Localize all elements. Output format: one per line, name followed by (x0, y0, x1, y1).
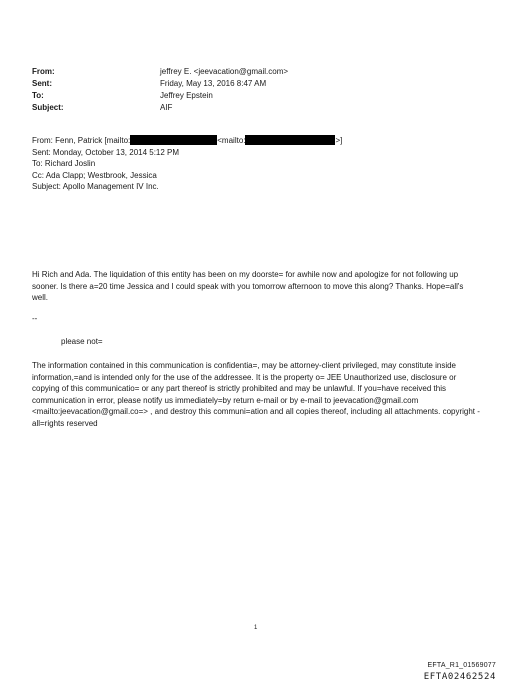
header-from-row (32, 66, 288, 78)
forwarded-subject-line: Subject: Apollo Management IV Inc. (32, 182, 159, 191)
bates-reference-2: EFTA02462524 (423, 672, 496, 682)
email-header (32, 66, 288, 114)
sent-label: Sent: (32, 79, 52, 88)
header-to-row (32, 90, 288, 102)
message-body: Hi Rich and Ada. The liquidation of this entity has been on my doorste= for awhile now and apologize for not following up sooner. Is there a=20 time Jessica and I could speak with you tomorrow afternoon to move this along? Thanks. Hope=all's well. (32, 270, 464, 302)
subject-value: AIF (160, 103, 173, 112)
please-note-text: please not= (61, 337, 103, 346)
signature-separator: -- (32, 314, 38, 323)
bates-reference-1: EFTA_R1_01569077 (427, 662, 496, 669)
forwarded-to-line: To: Richard Joslin (32, 159, 96, 168)
header-subject-row (32, 102, 288, 114)
header-sent-row (32, 78, 288, 90)
sent-value: Friday, May 13, 2016 8:47 AM (160, 79, 267, 88)
forwarded-from-suffix: >] (335, 136, 343, 145)
forwarded-cc-line: Cc: Ada Clapp; Westbrook, Jessica (32, 170, 157, 180)
from-label: From: (32, 67, 55, 76)
forwarded-from-line (32, 135, 342, 147)
forwarded-from-mid: <mailto: (217, 136, 246, 145)
confidentiality-notice: The information contained in this communication is confidentia=, may be attorney-client privileged, may constitute inside information,=and is intended only for the use of the addressee. It is the property o= JEE Unauthorized use, disclosure or copying of this communicatio= or any part thereof is strictly prohibited and may be unlawful. If you=have received this communication in error, please notify us immediately=by return e-mail or by e-mail to jeevacation@gmail.com <mailto:jeevacation@gmail.co=> , and destroy this communi=ation and all copies thereof, including all attachments. copyright -all=rights reserved (32, 361, 480, 428)
redaction-bar (245, 135, 335, 145)
subject-label: Subject: (32, 103, 64, 112)
forwarded-from-prefix: From: Fenn, Patrick [mailto: (32, 136, 131, 145)
page-number: 1 (254, 625, 258, 631)
to-value: Jeffrey Epstein (160, 91, 213, 100)
redaction-bar (130, 135, 217, 145)
forwarded-header (32, 135, 342, 193)
to-label: To: (32, 91, 44, 100)
from-value: jeffrey E. <jeevacation@gmail.com> (160, 67, 289, 76)
forwarded-sent-line: Sent: Monday, October 13, 2014 5:12 PM (32, 147, 180, 157)
